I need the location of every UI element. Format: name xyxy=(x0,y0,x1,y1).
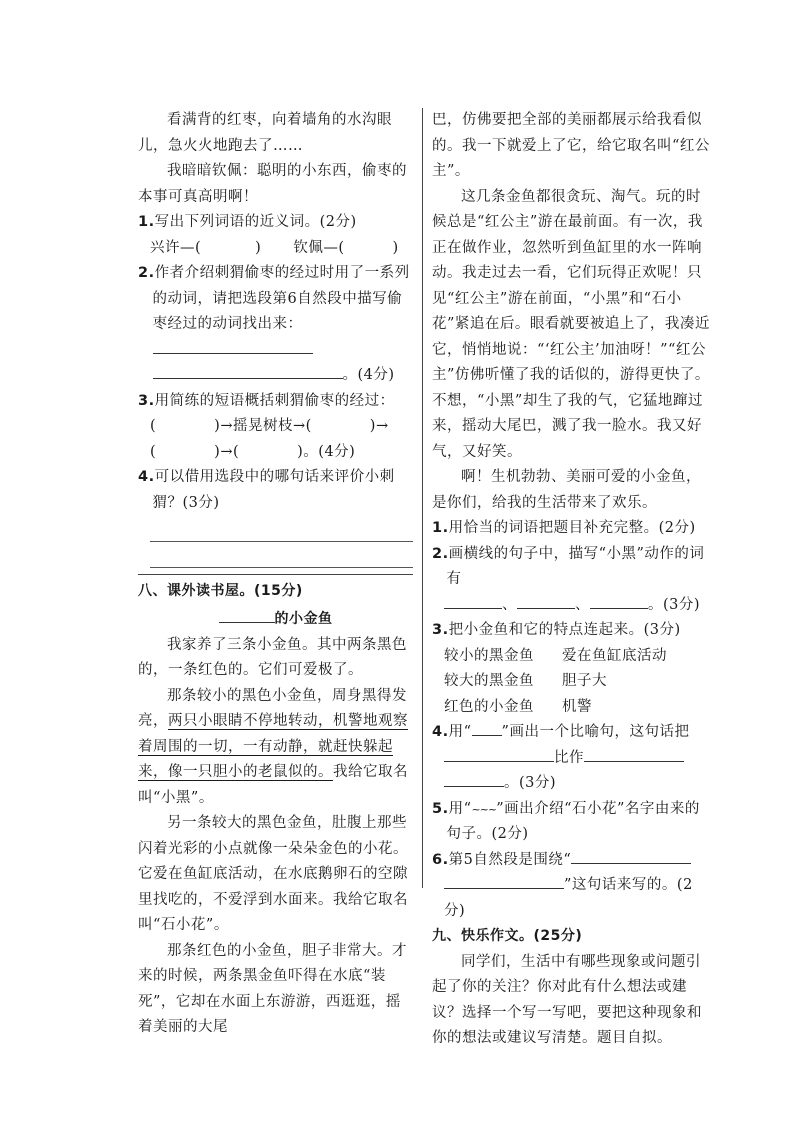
question-number: 4. xyxy=(432,724,449,740)
question-text: 作者介绍刺猬偷枣的经过时用了一系列的动词，请把选段第6自然段中描写偷枣经过的动词找出来： xyxy=(152,265,410,332)
question-3 xyxy=(138,389,413,415)
match-row[interactable] xyxy=(432,695,710,721)
text-span: 另一条较大的黑色金鱼，肚腹上那些闪着光彩的小点就像一朵朵金色的小花。 xyxy=(138,815,408,857)
section-8-heading: 八、课外读书屋。(15分) xyxy=(138,583,303,599)
question-4 xyxy=(138,465,413,516)
match-row[interactable] xyxy=(432,669,710,695)
answer-blank[interactable] xyxy=(153,339,313,354)
match-right[interactable]: 爱在鱼缸底活动 xyxy=(562,647,667,664)
separator: 、 xyxy=(502,596,517,613)
match-left[interactable]: 较大的黑金鱼 xyxy=(444,673,534,689)
arrow-text: )→( xyxy=(214,443,240,460)
question-text: 用恰当的词语把题目补充完整。(2分) xyxy=(448,520,696,536)
question-text: 用简练的短语概括刺猬偷枣的经过： xyxy=(154,392,395,409)
question-3-row2 xyxy=(138,440,413,466)
reading-question-3 xyxy=(432,618,710,644)
reading-question-4-blanks xyxy=(432,746,710,772)
story-paragraph-5: 这几条金鱼都很贪玩、淘气。玩的时候总是“红公主”游在最前面。有一次，我正在做作业，忽然听到鱼缸里的水一阵响动。我走过去一看，它们玩得正欢呢！只见“红公主”游在前面，“小黑”和“石小花”紧追在后。眼看就要被追上了，我凑近它，悄悄地说：“‘红公主’加油呀！”“红公主”仿佛听懂了我的话似的，游得更快了。不想，“小黑”却生了我的气，它猛地蹿过来，摇动大尾巴，溅了我一脸水。我又好气，又好笑。 xyxy=(432,188,710,460)
paren-open: ( xyxy=(150,443,157,460)
underlined-sentence: 两只小眼睛不停地转动，机警地观察着周围的一切，一有动静，就赶快躲起来，像一只胆小的老鼠似的。 xyxy=(138,713,408,780)
compare-text: 比作 xyxy=(554,749,584,766)
story-paragraph-2 xyxy=(138,684,413,812)
answer-blank[interactable] xyxy=(153,364,343,379)
text-span: 我给它取名叫“石小花”。 xyxy=(138,891,408,933)
score-text: )。(4分) xyxy=(297,443,356,460)
question-number: 3. xyxy=(432,622,449,638)
answer-blank[interactable] xyxy=(584,747,684,762)
title-blank[interactable] xyxy=(219,606,275,623)
synonym-b-label: 钦佩—( xyxy=(293,239,345,256)
score-text: 。(3分) xyxy=(504,775,557,791)
question-number: 6. xyxy=(432,851,449,868)
answer-blank[interactable] xyxy=(517,594,575,609)
question-number: 3. xyxy=(138,392,155,409)
wavy-line-symbol: ~~~ xyxy=(471,802,497,816)
arrow-text: )→ xyxy=(369,418,389,434)
story-title xyxy=(138,605,413,633)
column-divider xyxy=(422,108,423,888)
text-span: 用“ xyxy=(448,724,472,740)
answer-blank[interactable] xyxy=(444,747,554,762)
story-paragraph-4: 那条红色的小金鱼，胆子非常大。才来的时候，两条黑金鱼吓得在水底“装死”，它却在水面上东游游，西逛逛，摇着美丽的大尾 xyxy=(138,942,407,1035)
question-number: 1. xyxy=(138,214,155,230)
right-column xyxy=(432,108,710,1052)
question-text: 可以借用选段中的哪句话来评价小刺猬？(3分) xyxy=(152,469,395,511)
reading-question-1 xyxy=(432,516,710,542)
question-2-line xyxy=(138,363,413,389)
match-left[interactable]: 红色的小金鱼 xyxy=(444,698,534,715)
question-1-answers xyxy=(138,236,413,262)
match-row[interactable] xyxy=(432,644,710,670)
reading-question-5 xyxy=(432,797,710,848)
story-paragraph-4-cont: 巴，仿佛要把全部的美丽都展示给我看似的。我一下就爱上了它，给它取名叫“红公主”。 xyxy=(432,112,710,179)
story-paragraph-6: 啊！生机勃勃、美丽可爱的小金鱼，是你们，给我的生活带来了欢乐。 xyxy=(432,469,701,511)
question-number: 1. xyxy=(432,520,449,536)
answer-blank[interactable] xyxy=(444,772,504,787)
question-text: 写出下列词语的近义词。(2分) xyxy=(154,214,357,230)
essay-prompt: 同学们，生活中有哪些现象或问题引起了你的关注？你对此有什么想法或建议？选择一个写一写吧，要把这种现象和你的想法或建议写清楚。题目自拟。 xyxy=(432,953,702,1046)
match-right[interactable]: 胆子大 xyxy=(562,673,607,689)
separator: 、 xyxy=(575,596,590,613)
story-paragraph-3 xyxy=(138,811,413,939)
paren-close: ) xyxy=(392,239,399,256)
reading-question-2 xyxy=(432,542,710,593)
score-text: 。(3分) xyxy=(648,596,701,613)
reading-question-4 xyxy=(432,720,710,746)
section-divider xyxy=(138,574,413,575)
answer-line[interactable] xyxy=(150,516,413,542)
text-span: ”这句话来写的。(2分) xyxy=(444,877,693,919)
step-text: )→摇晃树枝→( xyxy=(214,418,312,434)
match-left[interactable]: 较小的黑金鱼 xyxy=(444,647,534,664)
reading-question-6-end xyxy=(432,873,710,924)
left-column xyxy=(138,108,413,1041)
reading-question-2-blanks xyxy=(432,593,710,619)
story-paragraph-1: 我家养了三条小金鱼。其中两条黑色的，一条红色的。它们可爱极了。 xyxy=(138,636,407,678)
question-number: 2. xyxy=(138,265,155,281)
answer-blank[interactable] xyxy=(444,594,502,609)
question-text: 把小金鱼和它的特点连起来。(3分) xyxy=(448,622,681,638)
match-right[interactable]: 机警 xyxy=(562,698,592,715)
passage-admire: 我暗暗钦佩：聪明的小东西，偷枣的本事可真高明啊！ xyxy=(138,163,407,205)
text-span: ”画出介绍“石小花”名字由来的句子。(2分) xyxy=(446,800,700,842)
question-1 xyxy=(138,210,413,236)
reading-question-4-end xyxy=(432,771,710,797)
text-span: 我给它取名叫“小黑”。 xyxy=(138,764,408,806)
question-3-row1 xyxy=(138,414,413,440)
text-span: 用“ xyxy=(448,800,472,817)
question-2 xyxy=(138,261,413,363)
paren-close: ) xyxy=(255,239,262,256)
passage-continuation: 看满背的红枣，向着墙角的水沟眼儿，急火火地跑去了…… xyxy=(138,112,392,154)
underline-symbol xyxy=(472,725,502,736)
text-span: 它爱在鱼缸底活动，在水底鹅卵石的空隙里找吃的，不爱浮到水面来。 xyxy=(138,866,408,908)
question-number: 4. xyxy=(138,469,155,485)
question-number: 2. xyxy=(432,545,449,562)
paren-open: ( xyxy=(150,418,157,434)
question-number: 5. xyxy=(432,800,449,817)
text-span: 第5自然段是围绕“ xyxy=(448,851,572,868)
reading-question-6 xyxy=(432,848,710,874)
answer-blank[interactable] xyxy=(444,874,564,889)
text-span: 那条较小的黑色小金鱼，周身黑得发亮， xyxy=(138,687,407,729)
score-text: 。(4分) xyxy=(342,367,395,383)
section-9-heading: 九、快乐作文。(25分) xyxy=(432,928,583,944)
answer-line[interactable] xyxy=(150,542,413,568)
story-title-text: 的小金鱼 xyxy=(274,610,333,627)
synonym-a-label: 兴许—( xyxy=(150,239,202,256)
question-text: 画横线的句子中，描写“小黑”动作的词有 xyxy=(446,545,705,587)
answer-blank[interactable] xyxy=(571,849,691,864)
text-span: ”画出一个比喻句，这句话把 xyxy=(501,724,690,740)
answer-blank[interactable] xyxy=(590,594,648,609)
